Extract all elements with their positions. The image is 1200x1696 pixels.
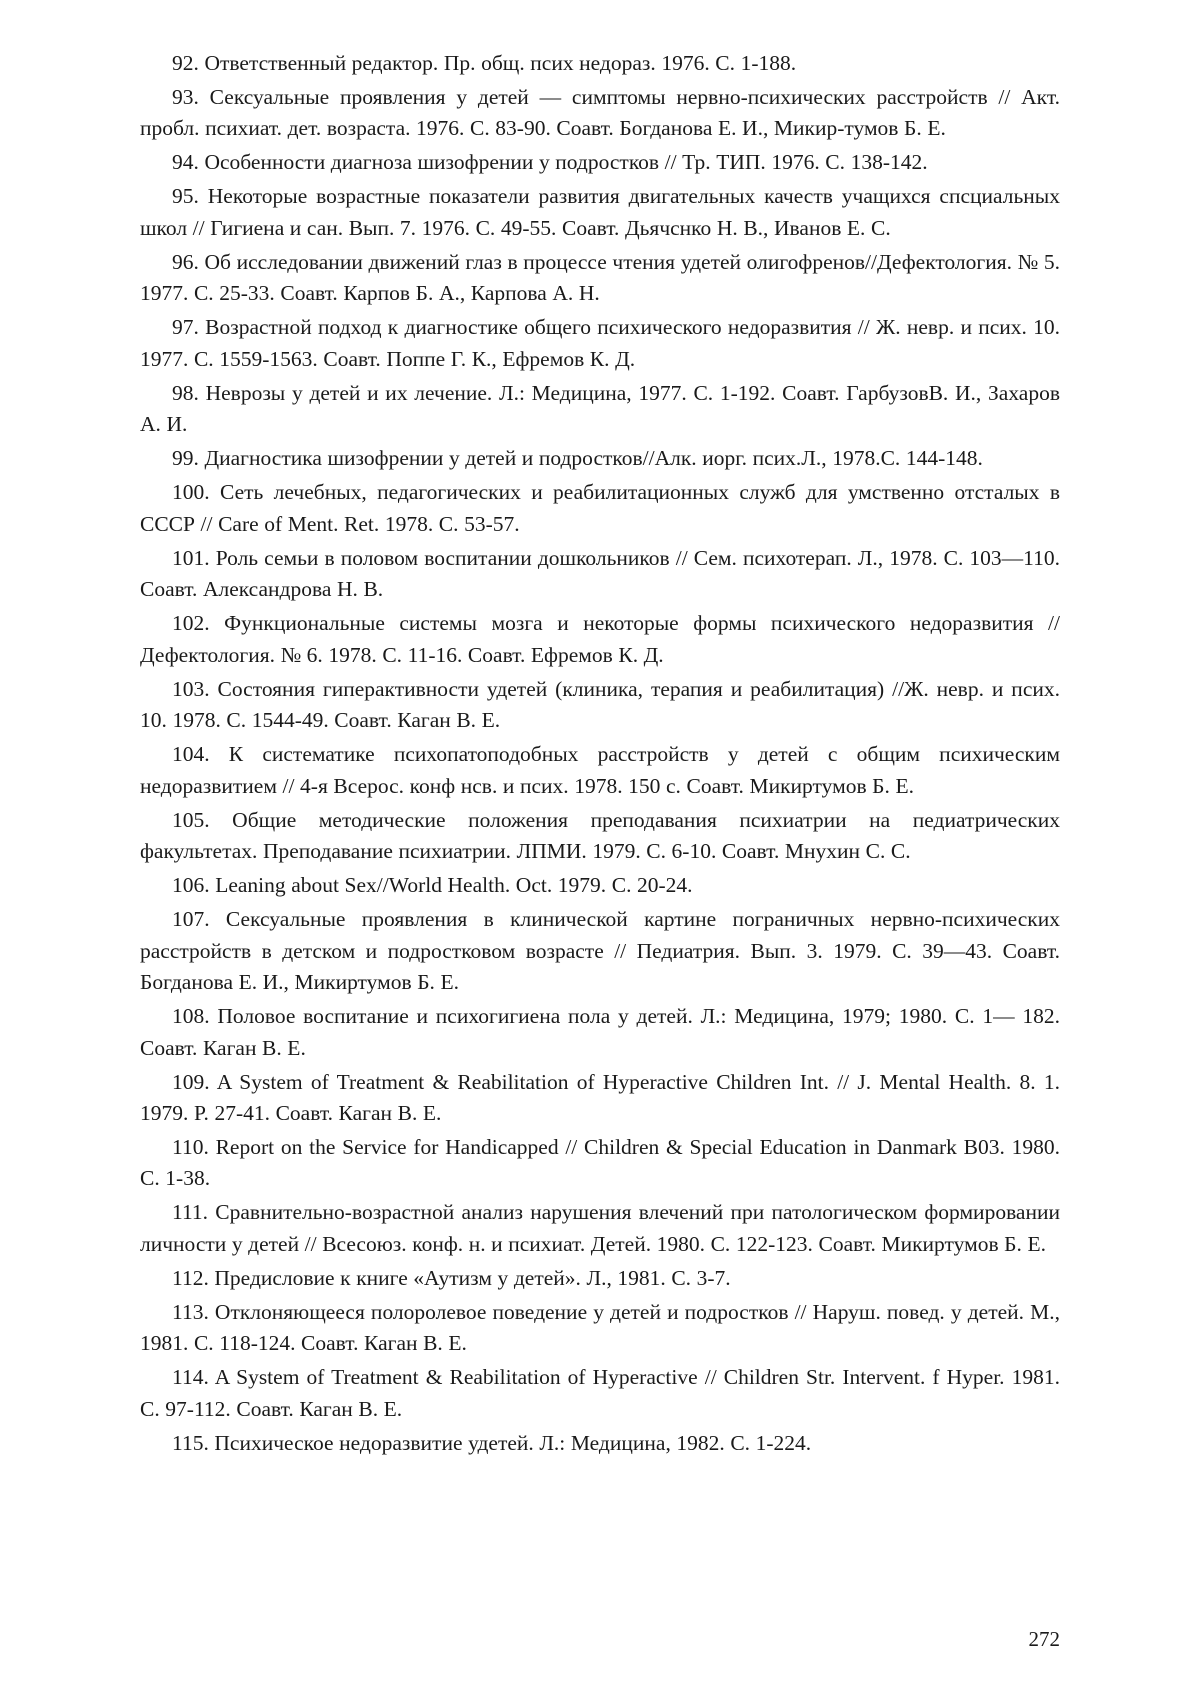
bibliography-entry: 97. Возрастной подход к диагностике общего психического недоразвития // Ж. невр. и псих. 10. 1977. С. 1559-1563. Соавт. Поппе Г. К., Ефремов К. Д. <box>140 315 1060 371</box>
bibliography-entry: 108. Половое воспитание и психогигиена пола у детей. Л.: Медицина, 1979; 1980. С. 1— 182. Соавт. Каган В. Е. <box>140 1004 1060 1060</box>
page-number: 272 <box>1028 1627 1060 1651</box>
bibliography-entry: 111. Сравнительно-возрастной анализ нарушения влечений при патологическом формировании личности у детей // Всесоюз. конф. н. и психиат. Детей. 1980. С. 122-123. Соавт. Микиртумов Б. Е. <box>140 1200 1060 1256</box>
bibliography-entry: 114. A System of Treatment & Reabilitation of Hyperactive // Children Str. Intervent. f Hyper. 1981. С. 97-112. Соавт. Каган В. Е. <box>140 1365 1060 1421</box>
bibliography-entry: 92. Ответственный редактор. Пр. общ. псих недораз. 1976. С. 1-188. <box>172 51 797 75</box>
bibliography-entry: 102. Функциональные системы мозга и некоторые формы психического недоразвития //Дефектология. № 6. 1978. С. 11-16. Соавт. Ефремов К. Д. <box>140 611 1060 667</box>
bibliography-entry: 96. Об исследовании движений глаз в процессе чтения удетей олигофренов//Дефектология. № 5. 1977. С. 25-33. Соавт. Карпов Б. А., Карпова А. Н. <box>140 249 1060 306</box>
bibliography-entry: 100. Сеть лечебных, педагогических и реабилитационных служб для умственно отсталых в СССР // Care of Ment. Ret. 1978. С. 53-57. <box>140 480 1060 536</box>
bibliography-entry: 113. Отклоняющееся полоролевое поведение у детей и подростков // Наруш. повед. у детей. М., 1981. С. 118-124. Соавт. Каган В. Е. <box>140 1299 1060 1356</box>
bibliography-entry: 106. Leaning about Sex//World Health. Oct. 1979. С. 20-24. <box>172 873 693 898</box>
bibliography-entry: 101. Роль семьи в половом воспитании дошкольников // Сем. психотерап. Л., 1978. С. 103—110. Соавт. Александрова Н. В. <box>140 545 1060 602</box>
bibliography-entry: 95. Некоторые возрастные показатели развития двигательных качеств учащихся спсциальных школ // Гигиена и сан. Вып. 7. 1976. С. 49-55. Соавт. Дьячснко Н. В., Иванов Е. С. <box>140 184 1060 240</box>
bibliography-entry: 105. Общие методические положения преподавания психиатрии на педиатрических факультетах. Преподавание психиатрии. ЛПМИ. 1979. С. 6-10. Соавт. Мнухин С. С. <box>140 807 1060 864</box>
bibliography-entry: 107. Сексуальные проявления в клинической картине пограничных нервно-психических расстройств в детском и подростковом возрасте // Педиатрия. Вып. 3. 1979. С. 39—43. Соавт. Богданова Е. И., Микиртумов Б. Е. <box>140 907 1060 995</box>
bibliography-list <box>140 48 1060 1459</box>
bibliography-entry: 93. Сексуальные проявления у детей — симптомы нервно-психических расстройств // Акт. пробл. психиат. дет. возраста. 1976. С. 83-90. Соавт. Богданова Е. И., Микир-тумов Б. Е. <box>140 84 1060 141</box>
bibliography-entry: 110. Report on the Service for Handicapped // Children & Special Education in Danmark B03. 1980. С. 1-38. <box>140 1134 1060 1191</box>
bibliography-entry: 109. A System of Treatment & Reabilitation of Hyperactive Children Int. // J. Mental Health. 8. 1. 1979. P. 27-41. Соавт. Каган В. Е. <box>140 1069 1060 1125</box>
bibliography-entry: 112. Предисловие к книге «Аутизм у детей». Л., 1981. С. 3-7. <box>172 1265 731 1290</box>
bibliography-entry: 94. Особенности диагноза шизофрении у подростков // Тр. ТИП. 1976. С. 138-142. <box>172 150 928 175</box>
bibliography-entry: 104. К систематике психопатоподобных расстройств у детей с общим психическим недоразвитием // 4-я Всерос. конф нсв. и псих. 1978. 150 с. Соавт. Микиртумов Б. Е. <box>140 742 1060 798</box>
bibliography-entry: 99. Диагностика шизофрении у детей и подростков//Алк. иорг. псих.Л., 1978.С. 144-148. <box>172 446 983 471</box>
bibliography-entry: 103. Состояния гиперактивности удетей (клиника, терапия и реабилитация) //Ж. невр. и псих. 10. 1978. С. 1544-49. Соавт. Каган В. Е. <box>140 676 1060 733</box>
bibliography-entry: 98. Неврозы у детей и их лечение. Л.: Медицина, 1977. С. 1-192. Соавт. ГарбузовВ. И., Захаров А. И. <box>140 380 1060 437</box>
bibliography-entry: 115. Психическое недоразвитие удетей. Л.: Медицина, 1982. С. 1-224. <box>172 1430 812 1455</box>
